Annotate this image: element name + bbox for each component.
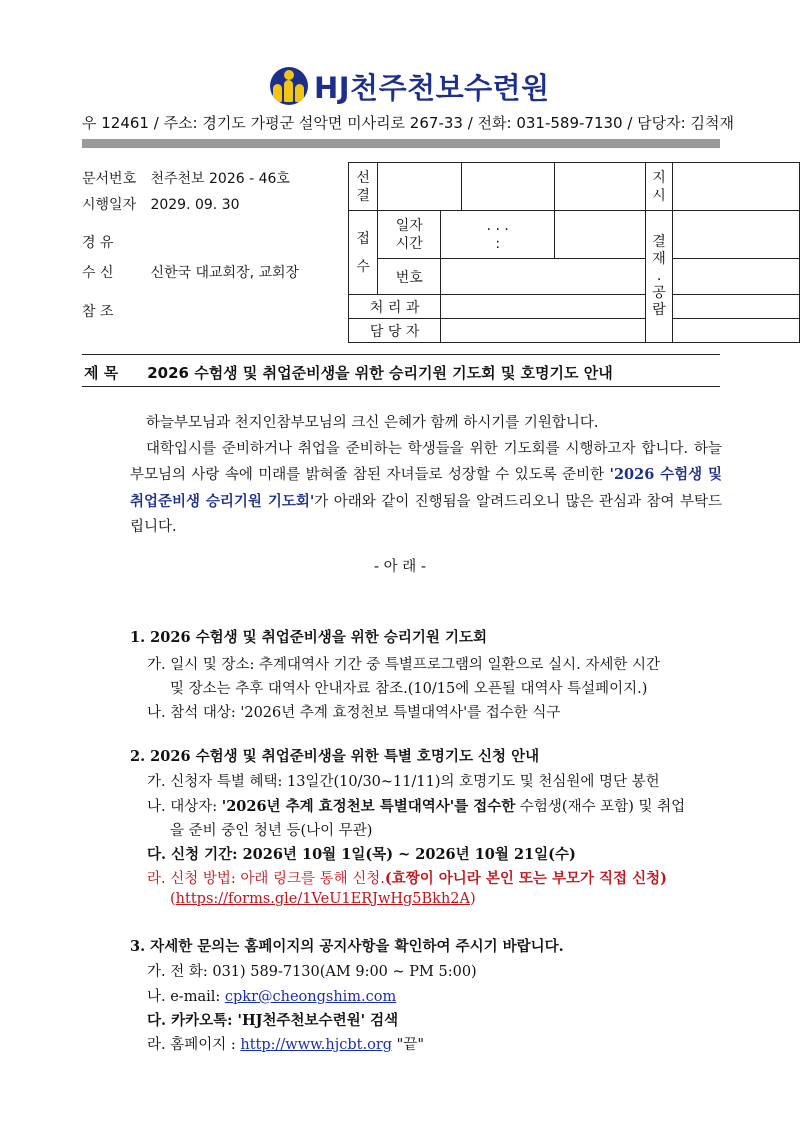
section-2-item-b-cont: 을 준비 중인 청년 등(나이 무관) bbox=[170, 823, 373, 839]
subject-row bbox=[84, 362, 613, 383]
seongyeol-cell: 선 결 bbox=[349, 163, 378, 211]
section-1-item-a: 가. 일시 및 장소: 추계대역사 기간 중 특별프로그램의 일환으로 실시. 자세한 시간 bbox=[147, 657, 661, 673]
section-3-homepage: 라. 홈페이지 : http://www.hjcbt.org "끝" bbox=[147, 1037, 424, 1053]
event-name-highlight: '2026 수험생 및 취업준비생 승리기원 기도회' bbox=[130, 466, 722, 510]
org-logo bbox=[270, 66, 550, 106]
signup-form-link[interactable]: https://forms.gle/1VeU1ERJwHg5Bkh2A bbox=[175, 891, 471, 907]
via-row bbox=[82, 232, 146, 252]
body-paragraph-1: 하늘부모님과 천지인참부모님의 크신 은혜가 함께 하시기를 기원합니다. bbox=[146, 415, 599, 431]
jisi-cell: 지 시 bbox=[645, 163, 672, 211]
section-3-phone: 가. 전 화: 031) 589-7130(AM 9:00 ~ PM 5:00) bbox=[147, 964, 477, 980]
email-link[interactable]: cpkr@cheongshim.com bbox=[224, 989, 397, 1005]
org-name: HJ천주천보수련원 bbox=[314, 70, 550, 105]
notice-heading: - 아 래 - bbox=[373, 559, 427, 575]
section-1-title: 1. 2026 수험생 및 취업준비생을 위한 승리기원 기도회 bbox=[130, 629, 487, 646]
section-1-item-a-cont: 및 장소는 추후 대역사 안내자료 참조.(10/15에 오픈될 대역사 특설페이지.) bbox=[170, 681, 648, 697]
gyeoljae-gongram-cell: 결 재 . 공 람 bbox=[645, 211, 672, 343]
section-3-kakaotalk: 다. 카카오톡: 'HJ천주천보수련원' 검색 bbox=[147, 1012, 399, 1029]
doc-number-label: 문서번호 bbox=[82, 171, 137, 187]
processing-dept-label: 처 리 과 bbox=[349, 295, 441, 319]
header-divider bbox=[82, 139, 720, 148]
body-text bbox=[130, 411, 722, 541]
subject-bottom-rule bbox=[82, 386, 720, 387]
doc-number-row bbox=[82, 168, 290, 188]
number-label: 번호 bbox=[378, 259, 441, 295]
reference-label: 참 조 bbox=[82, 304, 114, 320]
section-2-title: 2. 2026 수험생 및 취업준비생을 위한 특별 호명기도 신청 안내 bbox=[130, 748, 540, 765]
body-paragraph-2: 대학입시를 준비하거나 취업을 준비하는 학생들을 위한 기도회를 시행하고자 합니다. 하늘부모님의 사랑 속에 미래를 밝혀줄 참된 자녀들로 성장할 수 있도록 준비한 '2026 수험생 및 취업준비생 승리기원 기도회'가 아래와 같이 진행됨을 알려드리오니 많은 관심과 참여 부탁드립니다. bbox=[130, 440, 722, 535]
person-in-charge-label: 담 당 자 bbox=[349, 319, 441, 343]
homepage-link[interactable]: http://www.hjcbt.org bbox=[240, 1037, 393, 1053]
section-1-item-b: 나. 참석 대상: '2026년 추계 효정천보 특별대역사'를 접수한 식구 bbox=[147, 705, 561, 721]
subject-value: 2026 수험생 및 취업준비생을 위한 승리기원 기도회 및 호명기도 안내 bbox=[147, 364, 613, 382]
family-emblem-icon bbox=[270, 67, 308, 105]
section-2-item-a: 가. 신청자 특별 혜택: 13일간(10/30~11/11)의 호명기도 및 천심원에 명단 봉헌 bbox=[147, 774, 660, 790]
subject-top-rule bbox=[82, 354, 720, 355]
date-time-label: 일자 시간 bbox=[378, 211, 441, 259]
date-value: 2029. 09. 30 bbox=[150, 197, 240, 213]
date-label: 시행일자 bbox=[82, 197, 137, 213]
signup-link-row: (https://forms.gle/1VeU1ERJwHg5Bkh2A) bbox=[170, 891, 476, 907]
via-label: 경 유 bbox=[82, 235, 114, 251]
section-3-email: 나. e-mail: cpkr@cheongshim.com bbox=[147, 989, 397, 1005]
date-time-cell: . . . : bbox=[441, 211, 555, 259]
section-2-item-d: 라. 신청 방법: 아래 링크를 통해 신청.(효짱이 아니라 본인 또는 부모가 직접 신청) bbox=[147, 870, 667, 887]
reference-row bbox=[82, 301, 146, 321]
doc-number-value: 천주천보 2026 - 46호 bbox=[150, 171, 290, 187]
approval-table bbox=[348, 162, 800, 343]
recipient-label: 수 신 bbox=[82, 265, 114, 281]
jeopsu-cell: 접 수 bbox=[349, 211, 378, 295]
date-row bbox=[82, 194, 240, 214]
section-2-item-b: 나. 대상자: '2026년 추계 효정천보 특별대역사'를 접수한 수험생(재수 포함) 및 취업 bbox=[147, 798, 686, 815]
address-line: 우 12461 / 주소: 경기도 가평군 설악면 미사리로 267-33 / 전화: 031-589-7130 / 담당자: 김척재 bbox=[82, 114, 734, 132]
recipient-value: 신한국 대교회장, 교회장 bbox=[150, 265, 300, 281]
recipient-row bbox=[82, 262, 299, 282]
section-3-title: 3. 자세한 문의는 홈페이지의 공지사항을 확인하여 주시기 바랍니다. bbox=[130, 938, 564, 955]
section-2-item-c: 다. 신청 기간: 2026년 10월 1일(목) ~ 2026년 10월 21일(수) bbox=[147, 846, 576, 863]
subject-label: 제 목 bbox=[84, 364, 119, 382]
